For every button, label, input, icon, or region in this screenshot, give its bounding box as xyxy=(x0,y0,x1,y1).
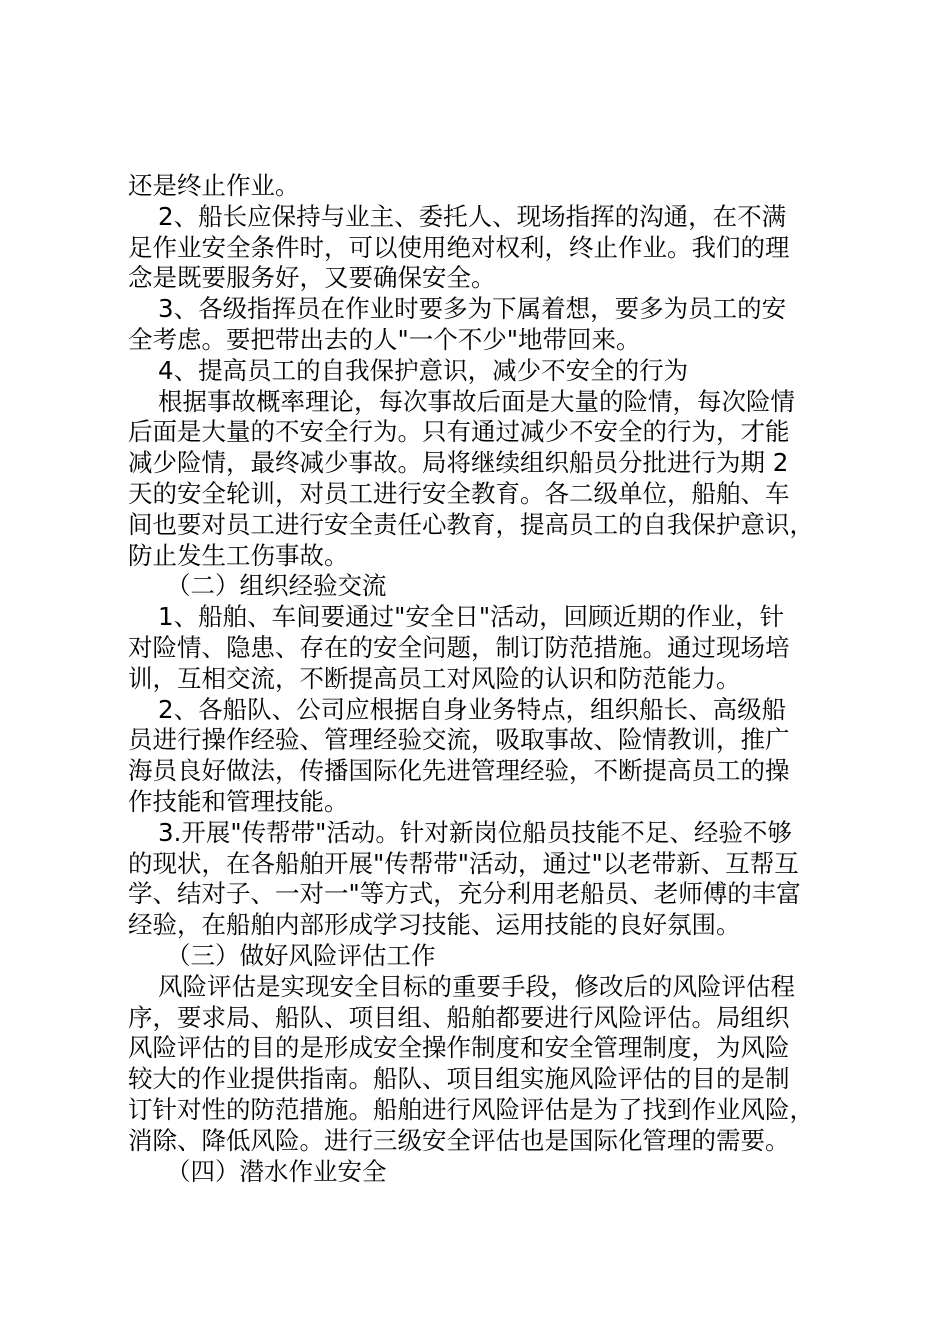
section-heading: （四）潜水作业安全 xyxy=(166,1156,387,1186)
text-line: 消除、降低风险。进行三级安全评估也是国际化管理的需要。 xyxy=(128,1125,790,1155)
text-line: 序，要求局、船队、项目组、船舶都要进行风险评估。局组织 xyxy=(128,1002,790,1032)
text-line: 对险情、隐患、存在的安全问题，制订防范措施。通过现场培 xyxy=(128,632,790,662)
text-line: 间也要对员工进行安全责任心教育，提高员工的自我保护意识， xyxy=(128,509,814,539)
text-line: 减少险情，最终减少事故。局将继续组织船员分批进行为期 2 xyxy=(128,448,789,478)
text-line: 防止发生工伤事故。 xyxy=(128,540,349,570)
text-line: 经验，在船舶内部形成学习技能、运用技能的良好氛围。 xyxy=(128,910,741,940)
text-line: 根据事故概率理论，每次事故后面是大量的险情，每次险情 xyxy=(158,386,795,416)
text-line: 念是既要服务好，又要确保安全。 xyxy=(128,263,496,293)
text-line: 风险评估的目的是形成安全操作制度和安全管理制度，为风险 xyxy=(128,1033,790,1063)
text-line: 1、船舶、车间要通过"安全日"活动，回顾近期的作业，针 xyxy=(158,602,785,632)
text-line: 员进行操作经验、管理经验交流，吸取事故、险情教训，推广 xyxy=(128,725,790,755)
text-line: 3.开展"传帮带"活动。针对新岗位船员技能不足、经验不够 xyxy=(158,817,792,847)
text-line: 较大的作业提供指南。船队、项目组实施风险评估的目的是制 xyxy=(128,1064,790,1094)
text-line: 学、结对子、一对一"等方式，充分利用老船员、老师傅的丰富 xyxy=(128,879,801,909)
text-line: 训，互相交流，不断提高员工对风险的认识和防范能力。 xyxy=(128,663,741,693)
text-line: 全考虑。要把带出去的人"一个不少"地带回来。 xyxy=(128,324,641,354)
text-line: 海员良好做法，传播国际化先进管理经验，不断提高员工的操 xyxy=(128,756,790,786)
text-line: 3、各级指挥员在作业时要多为下属着想，要多为员工的安 xyxy=(158,294,787,324)
section-heading: （二）组织经验交流 xyxy=(166,571,387,601)
text-line: 的现状，在各船舶开展"传帮带"活动，通过"以老带新、互帮互 xyxy=(128,848,799,878)
text-line: 风险评估是实现安全目标的重要手段，修改后的风险评估程 xyxy=(158,971,795,1001)
text-line: 天的安全轮训，对员工进行安全教育。各二级单位，船舶、车 xyxy=(128,478,790,508)
text-line: 作技能和管理技能。 xyxy=(128,786,349,816)
text-line: 订针对性的防范措施。船舶进行风险评估是为了找到作业风险， xyxy=(128,1094,814,1124)
text-line: 2、各船队、公司应根据自身业务特点，组织船长、高级船 xyxy=(158,694,787,724)
text-line: 还是终止作业。 xyxy=(128,171,300,200)
text-line: 后面是大量的不安全行为。只有通过减少不安全的行为，才能 xyxy=(128,417,790,447)
text-line: 足作业安全条件时，可以使用绝对权利，终止作业。我们的理 xyxy=(128,232,790,262)
section-heading: 4、提高员工的自我保护意识，减少不安全的行为 xyxy=(158,355,689,385)
text-line: 2、船长应保持与业主、委托人、现场指挥的沟通，在不满 xyxy=(158,201,787,231)
document-body xyxy=(128,171,840,1187)
section-heading: （三）做好风险评估工作 xyxy=(166,940,436,970)
